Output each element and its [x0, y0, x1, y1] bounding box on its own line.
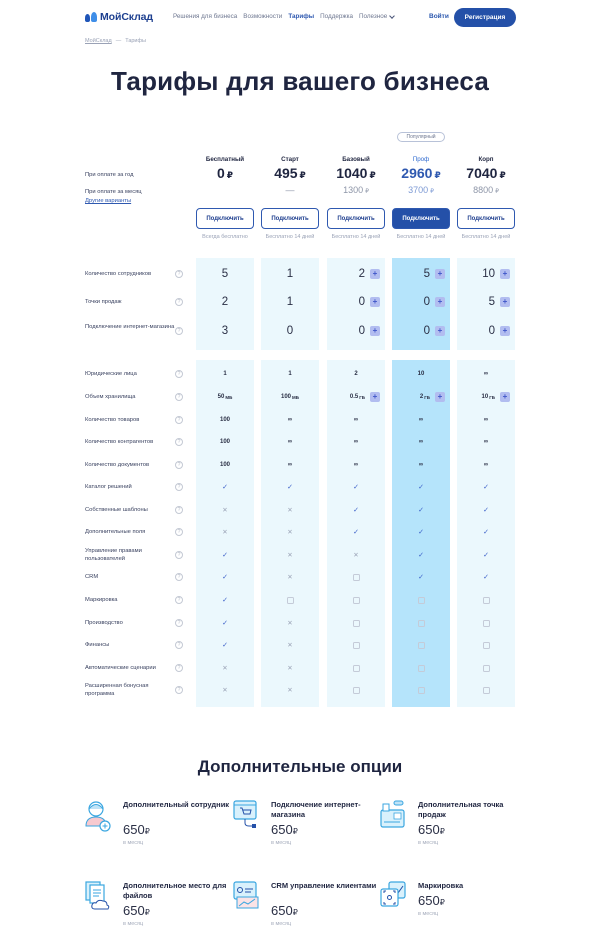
feature-value: 1: [288, 371, 292, 377]
marking-icon: [380, 881, 406, 911]
checkbox[interactable]: [418, 665, 425, 672]
feature-value: ∞: [287, 439, 293, 445]
checkbox[interactable]: [483, 597, 490, 604]
checkbox[interactable]: [418, 642, 425, 649]
breadcrumb-home[interactable]: МойСклад: [85, 38, 112, 44]
cross-icon: ✕: [287, 507, 293, 514]
option-price: 650₽: [418, 822, 445, 837]
feature-value: [196, 524, 254, 540]
feature-value: 0 +: [392, 294, 450, 310]
feature-value: [457, 615, 515, 631]
feature-label: CRM: [85, 574, 99, 580]
option-title: Маркировка: [418, 881, 464, 890]
feature-value: ∞: [287, 462, 293, 468]
feature-value: 1: [286, 296, 294, 308]
check-icon: ✓: [483, 529, 489, 536]
add-button[interactable]: +: [435, 269, 445, 279]
feature-label: Финансы: [85, 642, 110, 648]
plan-note-prof: Бесплатно 14 дней: [396, 234, 446, 240]
feature-value: 2 +: [327, 266, 385, 282]
plan-name-prof: Проф: [412, 156, 430, 163]
add-button[interactable]: +: [370, 392, 380, 402]
help-icon[interactable]: ?: [175, 664, 183, 672]
feature-value: [327, 524, 385, 540]
feature-value: [261, 682, 319, 698]
feature-value: ∞: [483, 439, 489, 445]
feature-label: Количество сотрудников: [85, 271, 152, 277]
feature-value: [261, 547, 319, 563]
popular-badge: Популярный: [397, 132, 445, 142]
check-icon: ✓: [287, 484, 293, 491]
option-card[interactable]: [380, 881, 520, 931]
plan-note-basic: Бесплатно 14 дней: [331, 234, 381, 240]
check-icon: ✓: [418, 507, 424, 514]
feature-label: Количество документов: [85, 462, 150, 468]
add-button[interactable]: +: [500, 326, 510, 336]
cross-icon: ✕: [287, 620, 293, 627]
breadcrumb: [85, 38, 146, 44]
help-icon[interactable]: ?: [175, 506, 183, 514]
checkbox[interactable]: [353, 574, 360, 581]
feature-value: [196, 682, 254, 698]
feature-value: 5: [221, 268, 229, 280]
option-price: 650₽: [271, 903, 298, 918]
feature-value: 2: [221, 296, 229, 308]
feature-label: Расширенная бонусная программа: [85, 683, 149, 697]
cross-icon: ✕: [287, 529, 293, 536]
feature-value: [392, 524, 450, 540]
add-button[interactable]: +: [435, 297, 445, 307]
cross-icon: ✕: [287, 665, 293, 672]
cross-icon: ✕: [222, 507, 228, 514]
feature-value: [261, 569, 319, 585]
logo[interactable]: [85, 11, 153, 23]
connect-button-start[interactable]: Подключить: [261, 208, 319, 229]
feature-value: [392, 547, 450, 563]
feature-value: 0: [286, 325, 294, 337]
feature-value: [392, 637, 450, 653]
breadcrumb-separator: —: [115, 38, 122, 44]
checkbox[interactable]: [483, 665, 490, 672]
feature-value: ∞: [353, 462, 359, 468]
option-note: в месяц: [271, 840, 292, 846]
feature-value: [457, 682, 515, 698]
feature-value: 3: [221, 325, 229, 337]
nav-item-support[interactable]: Поддержка: [320, 13, 353, 20]
help-icon[interactable]: ?: [175, 298, 183, 306]
feature-value: 100: [219, 417, 230, 423]
feature-value: 100: [219, 439, 230, 445]
feature-value: [327, 479, 385, 495]
checkbox[interactable]: [418, 597, 425, 604]
checkbox[interactable]: [418, 687, 425, 694]
add-button[interactable]: +: [500, 297, 510, 307]
add-button[interactable]: +: [370, 269, 380, 279]
feature-value: [392, 682, 450, 698]
plan-name-start: Старт: [281, 156, 299, 163]
option-price: 650₽: [123, 822, 150, 837]
feature-value: 1: [286, 268, 294, 280]
feature-label: Собственные шаблоны: [85, 507, 148, 513]
online-store-icon: [233, 800, 259, 830]
feature-value: [457, 569, 515, 585]
check-icon: ✓: [222, 484, 228, 491]
cross-icon: ✕: [222, 687, 228, 694]
plan-note-free: Всегда бесплатно: [202, 234, 248, 240]
nav-item-solutions[interactable]: Решения для бизнеса: [173, 13, 238, 20]
main-nav: [173, 13, 394, 20]
feature-value: 5 +: [457, 294, 515, 310]
plan-price-month-start: —: [285, 185, 295, 195]
yearly-label: При оплате за год: [85, 172, 134, 178]
feature-value: [327, 502, 385, 518]
feature-value: ∞: [418, 439, 424, 445]
help-icon[interactable]: ?: [175, 416, 183, 424]
add-button[interactable]: +: [370, 326, 380, 336]
feature-value: ∞: [483, 371, 489, 377]
feature-label: Точки продаж: [85, 299, 122, 305]
feature-value: [457, 592, 515, 608]
feature-label: Дополнительные поля: [85, 529, 146, 535]
nav-item-useful-label: Полезное: [358, 13, 388, 20]
feature-value: [327, 547, 385, 563]
help-icon[interactable]: ?: [175, 619, 183, 627]
feature-value: [196, 547, 254, 563]
feature-value: [261, 660, 319, 676]
checkbox[interactable]: [483, 620, 490, 627]
check-icon: ✓: [418, 529, 424, 536]
plan-name-corp: Корп: [478, 156, 494, 163]
feature-value: ∞: [483, 462, 489, 468]
feature-label: Количество контрагентов: [85, 439, 154, 445]
feature-value: [457, 479, 515, 495]
feature-value: [392, 479, 450, 495]
feature-label: Юридические лица: [85, 371, 137, 377]
option-note: в месяц: [123, 921, 144, 927]
site-header: [0, 0, 600, 36]
option-note: в месяц: [418, 911, 439, 917]
option-note: в месяц: [271, 921, 292, 927]
feature-value: [196, 479, 254, 495]
checkbox[interactable]: [287, 597, 294, 604]
feature-value: [261, 637, 319, 653]
logo-icon: [85, 12, 97, 22]
plan-price-year-prof: 2960 ₽: [401, 165, 441, 181]
help-icon[interactable]: ?: [175, 528, 183, 536]
connect-button-prof[interactable]: Подключить: [392, 208, 450, 229]
feature-value: 50 МБ: [217, 394, 233, 400]
feature-value: [261, 524, 319, 540]
login-link[interactable]: Войти: [429, 13, 449, 20]
feature-value: 0 +: [327, 323, 385, 339]
employee-icon: [85, 800, 111, 830]
add-button[interactable]: +: [500, 392, 510, 402]
add-button[interactable]: +: [370, 297, 380, 307]
check-icon: ✓: [483, 574, 489, 581]
check-icon: ✓: [222, 552, 228, 559]
feature-label: Количество товаров: [85, 417, 140, 423]
feature-value: [196, 615, 254, 631]
check-icon: ✓: [222, 620, 228, 627]
breadcrumb-current: Тарифы: [125, 38, 146, 44]
feature-value: [261, 615, 319, 631]
cross-icon: ✕: [222, 665, 228, 672]
page-title: Тарифы для вашего бизнеса: [110, 66, 489, 96]
cross-icon: ✕: [222, 529, 228, 536]
cross-icon: ✕: [287, 552, 293, 559]
feature-value: [327, 569, 385, 585]
option-title: Дополнительный сотрудник: [123, 800, 230, 809]
feature-value: 100 МБ: [281, 394, 299, 400]
help-icon[interactable]: ?: [175, 393, 183, 401]
plan-note-start: Бесплатно 14 дней: [265, 234, 315, 240]
feature-value: [196, 637, 254, 653]
feature-value: 1: [223, 371, 227, 377]
connect-button-corp[interactable]: Подключить: [457, 208, 515, 229]
feature-value: 0 +: [392, 323, 450, 339]
option-price: 650₽: [418, 893, 445, 908]
option-card[interactable]: [85, 800, 230, 850]
crm-icon: [233, 881, 259, 911]
nav-item-useful[interactable]: [359, 13, 394, 20]
monthly-label: При оплате за месяц: [85, 189, 142, 195]
help-icon[interactable]: ?: [175, 270, 183, 278]
feature-value: [457, 637, 515, 653]
plan-price-month-corp: 8800 ₽: [473, 185, 499, 195]
feature-value: [327, 615, 385, 631]
feature-value: [327, 592, 385, 608]
checkbox[interactable]: [483, 642, 490, 649]
add-button[interactable]: +: [435, 392, 445, 402]
help-icon[interactable]: ?: [175, 641, 183, 649]
plan-name-free: Бесплатный: [205, 156, 245, 163]
feature-value: 2: [354, 371, 358, 377]
cross-icon: ✕: [353, 552, 359, 559]
feature-value: [196, 569, 254, 585]
feature-value: [196, 660, 254, 676]
file-storage-icon: [85, 881, 111, 911]
help-icon[interactable]: ?: [175, 686, 183, 694]
logo-text: МойСклад: [100, 11, 153, 23]
check-icon: ✓: [418, 484, 424, 491]
feature-value: 0.5 ГБ +: [327, 389, 385, 405]
plan-note-corp: Бесплатно 14 дней: [461, 234, 511, 240]
option-card[interactable]: [233, 800, 373, 850]
feature-value: 0 +: [327, 294, 385, 310]
feature-value: 100: [219, 462, 230, 468]
checkbox[interactable]: [483, 687, 490, 694]
feature-value: 2 ГБ +: [392, 389, 450, 405]
check-icon: ✓: [353, 529, 359, 536]
check-icon: ✓: [222, 642, 228, 649]
option-price: 650₽: [271, 822, 298, 837]
feature-value: [392, 592, 450, 608]
plan-price-year-start: 495 ₽: [274, 165, 306, 181]
feature-label: Объем хранилища: [85, 394, 136, 400]
other-options-link[interactable]: Другие варианты: [85, 198, 132, 204]
nav-item-pricing[interactable]: Тарифы: [288, 13, 315, 20]
plan-price-year-basic: 1040 ₽: [336, 165, 376, 181]
check-icon: ✓: [353, 507, 359, 514]
option-title: Подключение интернет-магазина: [271, 800, 361, 819]
checkbox[interactable]: [418, 620, 425, 627]
feature-value: ∞: [418, 462, 424, 468]
plan-name-basic: Базовый: [342, 156, 370, 163]
check-icon: ✓: [483, 484, 489, 491]
feature-value: 0 +: [457, 323, 515, 339]
feature-value: [392, 502, 450, 518]
checkbox[interactable]: [353, 642, 360, 649]
feature-value: ∞: [418, 417, 424, 423]
option-note: в месяц: [123, 840, 144, 846]
option-card[interactable]: [380, 800, 520, 850]
feature-value: [457, 547, 515, 563]
feature-value: [261, 592, 319, 608]
check-icon: ✓: [483, 507, 489, 514]
feature-value: [392, 569, 450, 585]
help-icon[interactable]: ?: [175, 438, 183, 446]
help-icon[interactable]: ?: [175, 573, 183, 581]
feature-value: [327, 637, 385, 653]
help-icon[interactable]: ?: [175, 596, 183, 604]
feature-value: [261, 479, 319, 495]
option-title: CRM управление клиентами: [271, 881, 377, 890]
feature-value: ∞: [353, 439, 359, 445]
add-button[interactable]: +: [500, 269, 510, 279]
feature-value: 10: [417, 371, 425, 377]
feature-value: 10 ГБ +: [457, 389, 515, 405]
option-title: Дополнительное место для файлов: [123, 881, 227, 900]
feature-value: [327, 660, 385, 676]
checkbox[interactable]: [353, 687, 360, 694]
checkbox[interactable]: [353, 620, 360, 627]
help-icon[interactable]: ?: [175, 461, 183, 469]
add-button[interactable]: +: [435, 326, 445, 336]
option-card[interactable]: [85, 881, 225, 931]
chevron-down-icon: [389, 13, 395, 19]
connect-button-basic[interactable]: Подключить: [327, 208, 385, 229]
feature-value: [457, 524, 515, 540]
nav-item-features[interactable]: Возможности: [243, 13, 283, 20]
feature-label: Маркировка: [85, 597, 118, 603]
feature-label: Управление правами пользователей: [85, 548, 142, 562]
feature-value: [392, 615, 450, 631]
feature-value: [327, 682, 385, 698]
help-icon[interactable]: ?: [175, 551, 183, 559]
feature-value: [392, 660, 450, 676]
feature-value: [196, 592, 254, 608]
help-icon[interactable]: ?: [175, 370, 183, 378]
plan-price-month-basic: 1300 ₽: [343, 185, 369, 195]
plan-price-month-prof: 3700 ₽: [408, 185, 434, 195]
check-icon: ✓: [222, 574, 228, 581]
option-card[interactable]: [233, 881, 377, 931]
feature-label: Производство: [85, 620, 123, 626]
check-icon: ✓: [418, 552, 424, 559]
connect-button-free[interactable]: Подключить: [196, 208, 254, 229]
option-note: в месяц: [418, 840, 439, 846]
cross-icon: ✕: [287, 687, 293, 694]
feature-value: [457, 502, 515, 518]
help-icon[interactable]: ?: [175, 327, 183, 335]
feature-label: Каталог решений: [85, 484, 132, 490]
register-button[interactable]: Регистрация: [454, 8, 516, 27]
option-price: 650₽: [123, 903, 150, 918]
options-title: Дополнительные опции: [197, 757, 403, 776]
feature-value: 10 +: [457, 266, 515, 282]
option-title: Дополнительная точка продаж: [418, 800, 504, 819]
feature-value: ∞: [483, 417, 489, 423]
feature-value: [196, 502, 254, 518]
feature-value: ∞: [353, 417, 359, 423]
checkbox[interactable]: [353, 665, 360, 672]
feature-value: [261, 502, 319, 518]
check-icon: ✓: [418, 574, 424, 581]
checkbox[interactable]: [353, 597, 360, 604]
plan-price-year-free: 0 ₽: [216, 165, 234, 181]
feature-value: ∞: [287, 417, 293, 423]
cross-icon: ✕: [287, 642, 293, 649]
feature-label: Подключение интернет-магазина: [85, 324, 175, 330]
feature-value: [457, 660, 515, 676]
feature-value: 5 +: [392, 266, 450, 282]
cross-icon: ✕: [287, 574, 293, 581]
check-icon: ✓: [353, 484, 359, 491]
help-icon[interactable]: ?: [175, 483, 183, 491]
check-icon: ✓: [483, 552, 489, 559]
feature-label: Автоматические сценарии: [85, 665, 156, 671]
check-icon: ✓: [222, 597, 228, 604]
plan-price-year-corp: 7040 ₽: [466, 165, 506, 181]
cash-register-icon: [380, 800, 406, 830]
